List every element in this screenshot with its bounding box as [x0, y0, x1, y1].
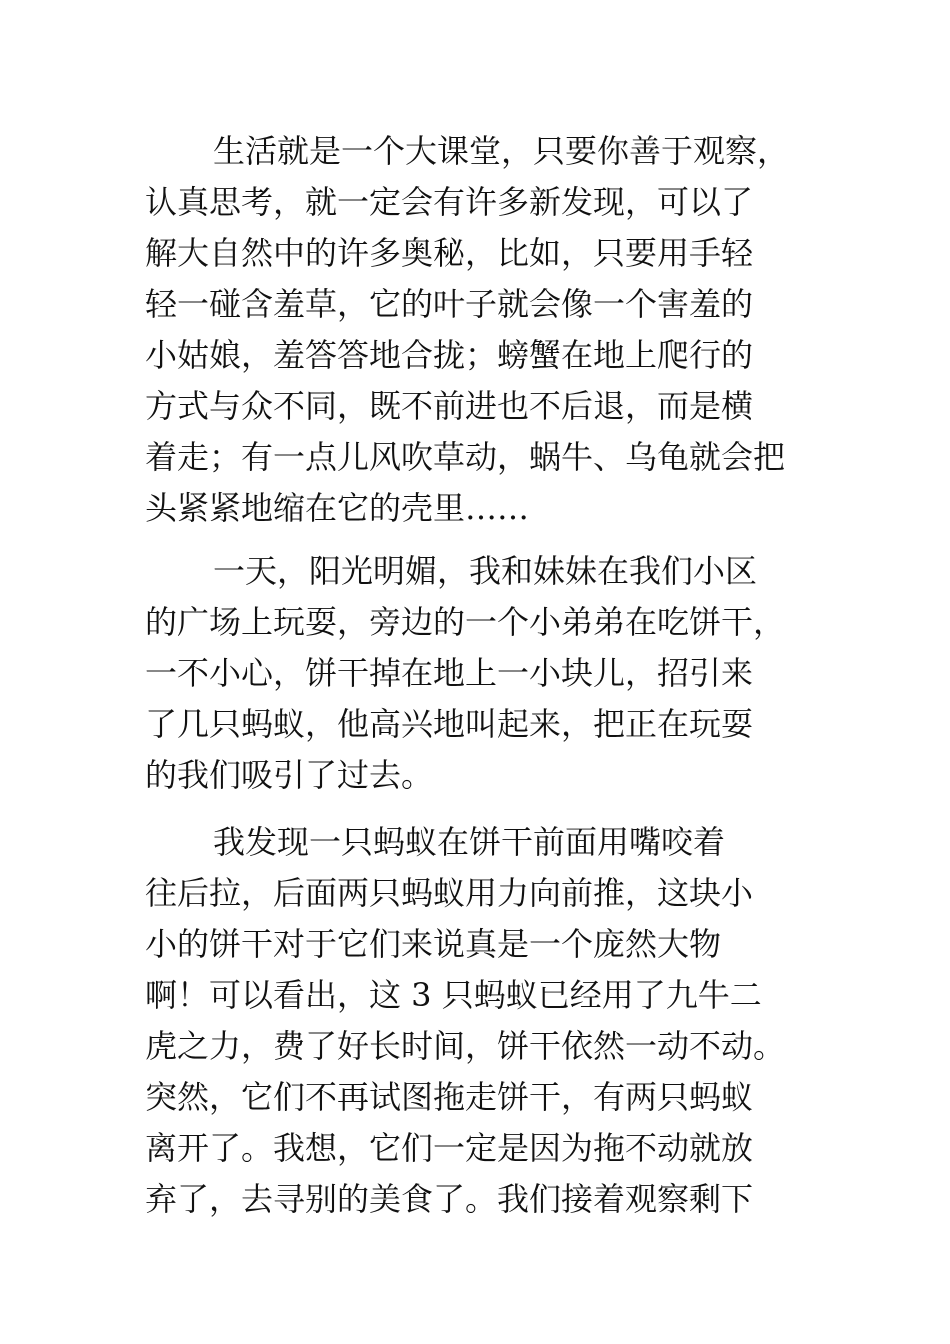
text-line: 了几只蚂蚁，他高兴地叫起来，把正在玩耍 — [145, 705, 754, 743]
text-line: 的我们吸引了过去。 — [145, 756, 434, 794]
text-line: 虎之力，费了好长时间，饼干依然一动不动。 — [145, 1027, 786, 1065]
text-line: 方式与众不同，既不前进也不后退，而是横 — [145, 387, 754, 425]
text-line: 认真思考，就一定会有许多新发现，可以了 — [145, 183, 754, 221]
text-line: 弃了，去寻别的美食了。我们接着观察剩下 — [145, 1180, 754, 1218]
text-line: 小姑娘，羞答答地合拢；螃蟹在地上爬行的 — [145, 336, 754, 374]
text-line: 离开了。我想，它们一定是因为拖不动就放 — [145, 1129, 754, 1167]
text-line: 的广场上玩耍，旁边的一个小弟弟在吃饼干， — [145, 603, 786, 641]
text-line: 突然，它们不再试图拖走饼干，有两只蚂蚁 — [145, 1078, 754, 1116]
paragraph-1 — [145, 126, 825, 534]
text-line: 一不小心，饼干掉在地上一小块儿，招引来 — [145, 654, 754, 692]
text-line: 轻一碰含羞草，它的叶子就会像一个害羞的 — [145, 285, 754, 323]
text-line: 我发现一只蚂蚁在饼干前面用嘴咬着 — [213, 823, 726, 861]
text-line: 解大自然中的许多奥秘，比如，只要用手轻 — [145, 234, 754, 272]
text-line: 着走；有一点儿风吹草动，蜗牛、乌龟就会把 — [145, 438, 786, 476]
text-line: 头紧紧地缩在它的壳里…… — [145, 489, 530, 527]
paragraph-2 — [145, 546, 825, 801]
text-line: 啊！可以看出，这 3 只蚂蚁已经用了九牛二 — [145, 976, 762, 1014]
text-line: 往后拉，后面两只蚂蚁用力向前推，这块小 — [145, 874, 754, 912]
paragraph-3 — [145, 817, 825, 1225]
text-line: 一天，阳光明媚，我和妹妹在我们小区 — [213, 552, 758, 590]
text-line: 生活就是一个大课堂，只要你善于观察， — [213, 132, 790, 170]
text-line: 小的饼干对于它们来说真是一个庞然大物 — [145, 925, 722, 963]
